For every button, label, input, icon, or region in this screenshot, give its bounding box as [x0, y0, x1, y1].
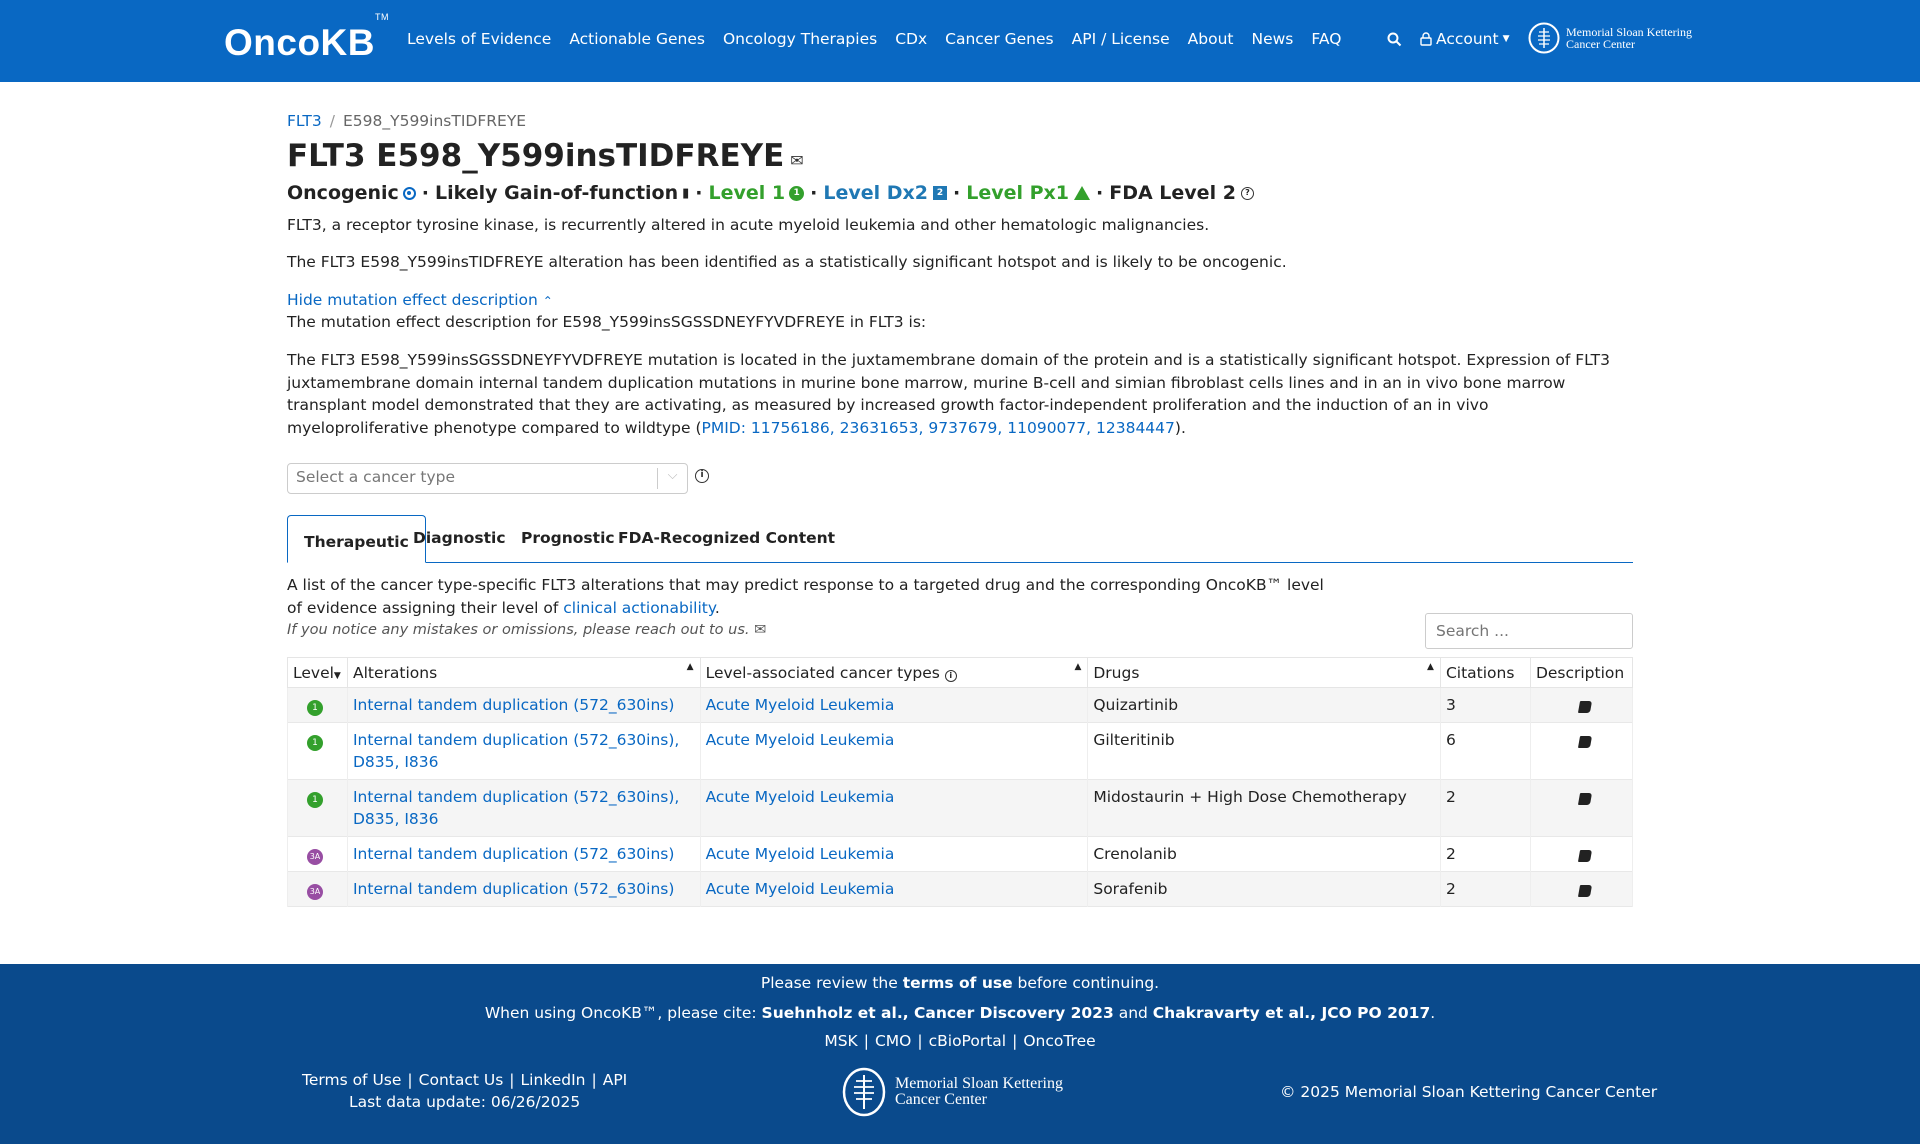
sort-desc-icon: ▼ [333, 670, 341, 681]
nav-link-cancer-genes[interactable]: Cancer Genes [945, 30, 1054, 48]
cite-link-2[interactable]: Chakravarty et al., JCO PO 2017 [1152, 1004, 1431, 1022]
cite-link-1[interactable]: Suehnholz et al., Cancer Discovery 2023 [761, 1004, 1114, 1022]
book-icon[interactable] [1578, 885, 1592, 897]
alteration-cell [347, 780, 700, 837]
level-px1-badge[interactable]: Level Px1 [966, 182, 1070, 204]
cancer-type-cell [700, 688, 1088, 723]
mutation-effect-badge: Likely Gain-of-function [435, 182, 679, 204]
cancer-type-link[interactable]: Acute Myeloid Leukemia [705, 788, 895, 806]
sort-icon: ▲ [1427, 662, 1434, 672]
terms-notice: Please review the terms of use before continuing. [760, 974, 1160, 992]
citations-cell: 2 [1440, 780, 1530, 837]
cancer-type-link[interactable]: Acute Myeloid Leukemia [705, 880, 895, 898]
book-icon[interactable] [1578, 850, 1592, 862]
alteration-link[interactable]: Internal tandem duplication (572_630ins), [352, 731, 680, 749]
chevron-up-icon: ⌃ [542, 294, 553, 308]
level-cell [288, 837, 348, 872]
alteration-cell [347, 688, 700, 723]
evidence-tabs [287, 515, 1633, 563]
col-level[interactable]: Level▼ [288, 658, 348, 688]
chevron-down-icon: ⌵ [657, 468, 687, 489]
alteration-cell [347, 837, 700, 872]
cancer-type-link[interactable]: Acute Myeloid Leukemia [705, 845, 895, 863]
level-3a-icon[interactable]: 3A [307, 849, 323, 865]
msk-logo[interactable]: Memorial Sloan Kettering Cancer Center [1528, 22, 1692, 54]
citation-notice: When using OncoKB™, please cite: Suehnholz et al., Cancer Discovery 2023 and Chakravarty et al., JCO PO 2017. [484, 1004, 1436, 1022]
top-navbar [0, 0, 1920, 82]
pmid-links[interactable]: PMID: 11756186, 23631653, 9737679, 11090077, 12384447 [701, 418, 1175, 437]
therapeutic-description: A list of the cancer type-specific FLT3 alterations that may predict response to a targeted drug and the corresponding OncoKB™ level of evidence assigning their level of clinical actionability. [287, 576, 1324, 617]
cancer-type-cell [700, 872, 1088, 907]
level-1-icon[interactable]: 1 [307, 700, 323, 716]
footer-link-api[interactable]: API [602, 1071, 628, 1089]
search-icon[interactable] [1387, 32, 1402, 47]
fda-level-badge[interactable]: FDA Level 2 [1109, 182, 1236, 204]
level-dx2-badge[interactable]: Level Dx2 [823, 182, 928, 204]
table-row [288, 872, 1633, 907]
table-row [288, 688, 1633, 723]
table-row [288, 780, 1633, 837]
col-cancer-types[interactable]: Level-associated cancer types i ▲ [700, 658, 1088, 688]
oncogenic-badge: Oncogenic [287, 182, 399, 204]
sort-icon: ▲ [1074, 662, 1082, 672]
nav-link-about[interactable]: About [1187, 30, 1234, 48]
book-icon[interactable] [1578, 736, 1592, 748]
tab-fda-recognized[interactable]: FDA-Recognized Content [618, 529, 836, 547]
level-1-icon[interactable]: 1 [307, 792, 323, 808]
footer-msk-logo[interactable]: Memorial Sloan Kettering Cancer Center [841, 1067, 1063, 1117]
cancer-type-link[interactable]: Acute Myeloid Leukemia [705, 731, 895, 749]
nav-link-faq[interactable]: FAQ [1311, 30, 1342, 48]
level-cell [288, 723, 348, 780]
gene-summary: FLT3, a receptor tyrosine kinase, is recurrently altered in acute myeloid leukemia and other hematologic malignancies. [287, 216, 1210, 234]
envelope-icon[interactable]: ✉ [754, 622, 767, 638]
alteration-cell [347, 723, 700, 780]
book-icon[interactable] [1578, 701, 1592, 713]
level-px1-icon [1074, 186, 1090, 200]
cancer-type-cell [700, 723, 1088, 780]
table-row [288, 837, 1633, 872]
breadcrumb: FLT3 / E598_Y599insTIDFREYE [287, 112, 527, 130]
footer-link-linkedin[interactable]: LinkedIn [520, 1071, 586, 1089]
level-1-icon[interactable]: 1 [307, 735, 323, 751]
envelope-icon[interactable]: ✉ [790, 151, 804, 170]
footer-link-terms-of-use[interactable]: Terms of Use [302, 1071, 402, 1089]
tab-prognostic[interactable]: Prognostic [521, 529, 615, 547]
hide-description-link[interactable]: Hide mutation effect description ⌃ [287, 291, 553, 309]
footer-link-cmo[interactable]: CMO [874, 1032, 912, 1050]
description-cell [1530, 688, 1632, 723]
drug-cell: Gilteritinib [1088, 723, 1441, 780]
account-dropdown[interactable] [1420, 30, 1510, 48]
sort-icon: ▲ [686, 662, 694, 672]
info-icon: i [945, 670, 957, 682]
last-update: Last data update: 06/26/2025 [349, 1093, 581, 1111]
alteration-link[interactable]: Internal tandem duplication (572_630ins), [352, 788, 680, 806]
drug-cell: Sorafenib [1088, 872, 1441, 907]
oncokb-logo[interactable]: OncoKB™ [224, 11, 389, 63]
description-cell [1530, 872, 1632, 907]
clinical-actionability-link[interactable]: clinical actionability [563, 599, 715, 617]
level-cell [288, 872, 348, 907]
tab-diagnostic[interactable]: Diagnostic [413, 529, 506, 547]
alteration-summary: The FLT3 E598_Y599insTIDFREYE alteration has been identified as a statistically significant hotspot and is likely to be oncogenic. [287, 253, 1287, 271]
feedback-hint: If you notice any mistakes or omissions, please reach out to us. ✉ [287, 622, 767, 638]
drug-cell: Crenolanib [1088, 837, 1441, 872]
level-cell [288, 780, 348, 837]
breadcrumb-gene-link[interactable]: FLT3 [287, 112, 322, 130]
description-cell [1530, 723, 1632, 780]
nav-link-api-license[interactable]: API / License [1071, 30, 1170, 48]
col-description[interactable]: Description [1530, 658, 1632, 688]
account-label: Account [1436, 30, 1499, 48]
col-drugs[interactable]: Drugs ▲ [1088, 658, 1441, 688]
page-title: FLT3 E598_Y599insTIDFREYE ✉ [287, 138, 804, 174]
therapeutic-table [287, 657, 1633, 907]
level1-icon: 1 [789, 186, 804, 201]
alteration-cell [347, 872, 700, 907]
alteration-link[interactable]: Internal tandem duplication (572_630ins) [352, 880, 675, 898]
footer-left: Terms of Use | Contact Us | LinkedIn | API Last data update: 06/26/2025 [302, 1071, 628, 1111]
citations-cell: 6 [1440, 723, 1530, 780]
cancer-type-select[interactable]: Select a cancer type ⌵ [287, 463, 688, 494]
alteration-link-secondary[interactable]: D835, I836 [352, 753, 439, 771]
drug-cell: Quizartinib [1088, 688, 1441, 723]
level-cell [288, 688, 348, 723]
caret-down-icon: ▼ [1502, 34, 1510, 44]
col-alterations[interactable]: Alterations ▲ [347, 658, 700, 688]
msk-emblem-icon [1528, 22, 1560, 54]
footer-link-contact-us[interactable]: Contact Us [418, 1071, 504, 1089]
footer-link-oncotree[interactable]: OncoTree [1023, 1032, 1096, 1050]
description-cell [1530, 837, 1632, 872]
tab-therapeutic[interactable]: Therapeutic [287, 515, 426, 563]
description-cell [1530, 780, 1632, 837]
annotation-badges: Oncogenic · Likely Gain-of-function ▮ · Level 1 1 · Level Dx2 2 · Level Px1 · FDA Level 2 ? [287, 182, 1254, 204]
copyright: © 2025 Memorial Sloan Kettering Cancer Center [1280, 1083, 1658, 1101]
cancer-type-cell [700, 780, 1088, 837]
citations-cell: 3 [1440, 688, 1530, 723]
cancer-type-cell [700, 837, 1088, 872]
footer-link-msk[interactable]: MSK [824, 1032, 858, 1050]
mutation-intro: The mutation effect description for E598_Y599insSGSSDNEYFYVDFREYE in FLT3 is: [287, 313, 927, 331]
drug-cell: Midostaurin + High Dose Chemotherapy [1088, 780, 1441, 837]
nav-link-levels-of-evidence[interactable]: Levels of Evidence [407, 30, 552, 48]
nav-link-cdx[interactable]: CDx [895, 30, 928, 48]
nav-link-actionable-genes[interactable]: Actionable Genes [569, 30, 705, 48]
alteration-link[interactable]: Internal tandem duplication (572_630ins) [352, 845, 675, 863]
book-icon[interactable] [1578, 793, 1592, 805]
nav-link-oncology-therapies[interactable]: Oncology Therapies [722, 30, 878, 48]
terms-link[interactable]: terms of use [902, 974, 1013, 992]
oncogenic-target-icon [403, 187, 416, 200]
table-search-input[interactable] [1425, 613, 1633, 649]
alteration-link-secondary[interactable]: D835, I836 [352, 810, 439, 828]
footer [0, 964, 1920, 1144]
help-icon[interactable]: ? [1241, 187, 1254, 200]
citations-cell: 2 [1440, 837, 1530, 872]
level1-badge[interactable]: Level 1 [708, 182, 786, 204]
cancer-type-link[interactable]: Acute Myeloid Leukemia [705, 696, 895, 714]
col-citations[interactable]: Citations [1440, 658, 1530, 688]
lock-icon [1420, 32, 1432, 46]
table-row [288, 723, 1633, 780]
nav-links [407, 30, 1341, 48]
breadcrumb-current: E598_Y599insTIDFREYE [342, 112, 527, 130]
info-icon[interactable]: i [695, 469, 709, 483]
mutation-description: The FLT3 E598_Y599insSGSSDNEYFYVDFREYE mutation is located in the juxtamembrane domain of the protein and is a statistically significant hotspot. Expression of FLT3 juxtamembrane domain internal tandem duplication mutations in murine bone marrow, murine B-cell and simian fibroblast cells lines and in an in vivo bone marrow transplant model demonstrated that they are activating, as measured by increased growth factor-independent proliferation and the induction of an in vivo myeloproliferative phenotype compared to wildtype (PMID: 11756186, 23631653, 9737679, 11090077, 12384447). [287, 351, 1611, 437]
alteration-link[interactable]: Internal tandem duplication (572_630ins) [352, 696, 675, 714]
msk-emblem-icon [841, 1067, 887, 1117]
level-dx2-icon: 2 [933, 186, 947, 200]
partner-links: MSK | CMO | cBioPortal | OncoTree [824, 1032, 1096, 1050]
nav-link-news[interactable]: News [1251, 30, 1294, 48]
footer-link-cbioportal[interactable]: cBioPortal [928, 1032, 1007, 1050]
citations-cell: 2 [1440, 872, 1530, 907]
book-icon: ▮ [682, 185, 690, 201]
level-3a-icon[interactable]: 3A [307, 884, 323, 900]
